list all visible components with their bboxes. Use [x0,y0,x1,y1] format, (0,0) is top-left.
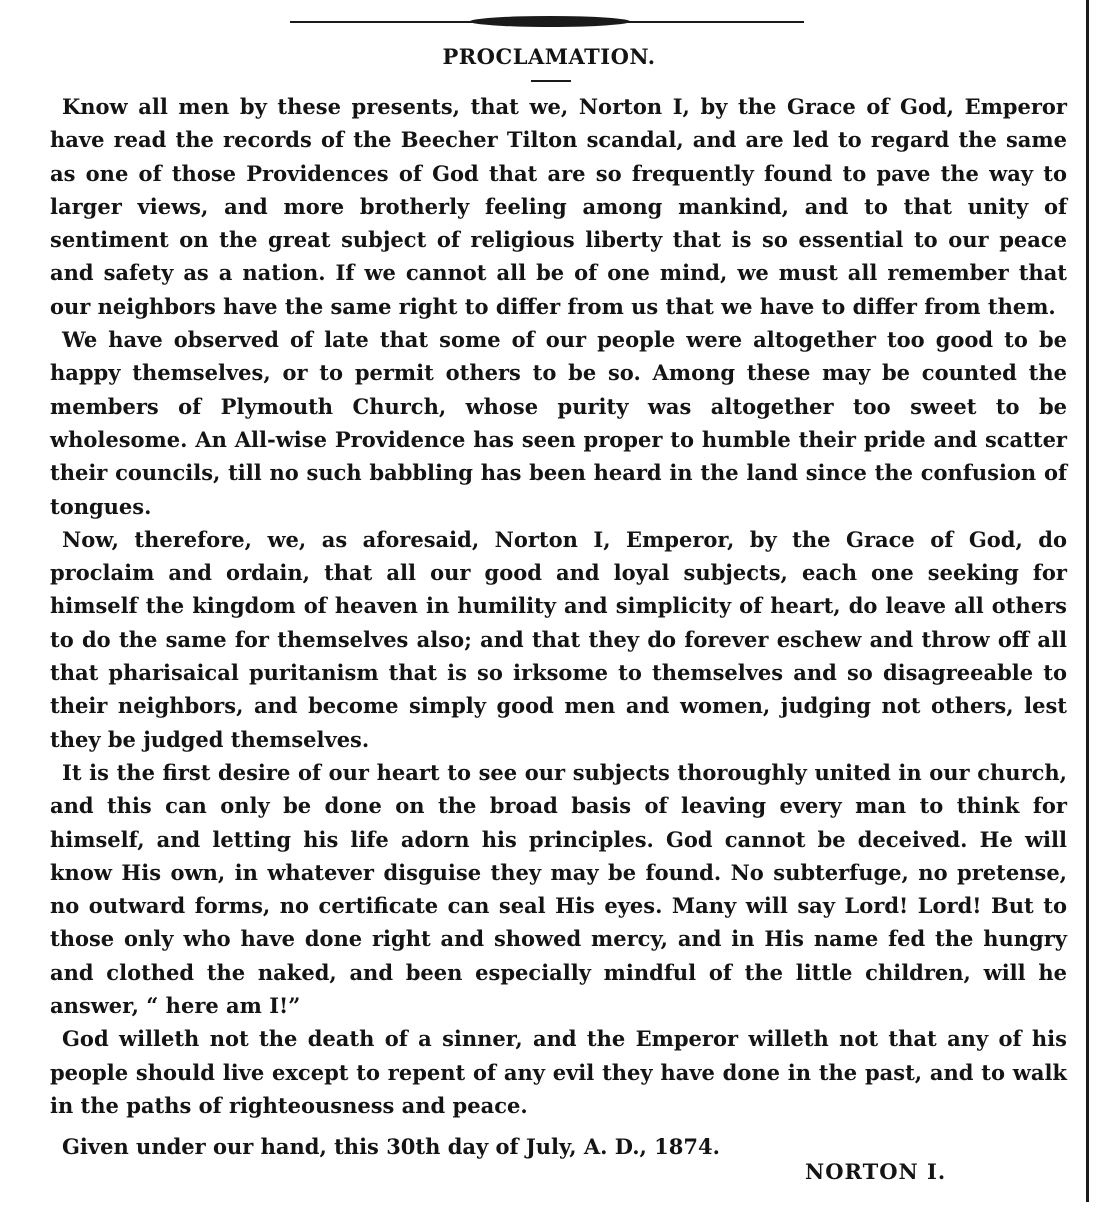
signature-row [50,1130,1067,1190]
signature: NORTON I. [805,1159,947,1184]
paragraph-1: Know all men by these presents, that we, Norton I, by the Grace of God, Emperor have read the records of the Beecher Tilton scandal, and are led to regard the same as one of those Providences of God that are so frequently found to pave the way to larger views, and more brotherly feeling among mankind, and to that unity of sentiment on the great subject of religious liberty that is so essential to our peace and safety as a nation. If we cannot all be of one mind, we must all remember that our neighbors have the same right to differ from us that we have to differ from them. [50,94,1067,319]
column-rule [1086,0,1089,1202]
date-line: Given under our hand, this 30th day of July, A. D., 1874. [62,1134,720,1159]
top-rule-ornament [470,16,630,27]
proclamation-title: PROCLAMATION. [442,44,656,69]
paragraph-3: Now, therefore, we, as aforesaid, Norton I, Emperor, by the Grace of God, do proclaim and ordain, that all our good and loyal subjects, each one seeking for himself the kingdom of heaven in humility and simplicity of heart, do leave all others to do the same for themselves also; and that they do forever eschew and throw off all that pharisaical puritanism that is so irksome to themselves and so disagreeable to their neighbors, and become simply good men and women, judging not others, lest they be judged themselves. [50,526,1067,752]
paragraph-2: We have observed of late that some of our people were altogether too good to be happy themselves, or to permit others to be so. Among these may be counted the members of Plymouth Church, whose purity was altogether too sweet to be wholesome. An All-wise Providence has seen proper to humble their pride and scatter their councils, till no such babbling has been heard in the land since the confusion of tongues. [50,327,1067,519]
paragraph-5: God willeth not the death of a sinner, and the Emperor willeth not that any of his people should live except to repent of any evil they have done in the past, and to walk in the paths of righteousness and peace. [50,1026,1067,1118]
title-rule [531,80,571,82]
proclamation-body [50,90,1067,1122]
paragraph-4: It is the first desire of our heart to see our subjects thoroughly united in our church, and this can only be done on the broad basis of leaving every man to think for himself, and letting his life adorn his principles. God cannot be deceived. He will know His own, in whatever disguise they may be found. No subterfuge, no pretense, no outward forms, no certificate can seal His eyes. Many will say Lord! Lord! But to those only who have done right and showed mercy, and in His name fed the hungry and clothed the naked, and been especially mindful of the little children, will he answer, “ here am I!” [50,759,1067,1019]
